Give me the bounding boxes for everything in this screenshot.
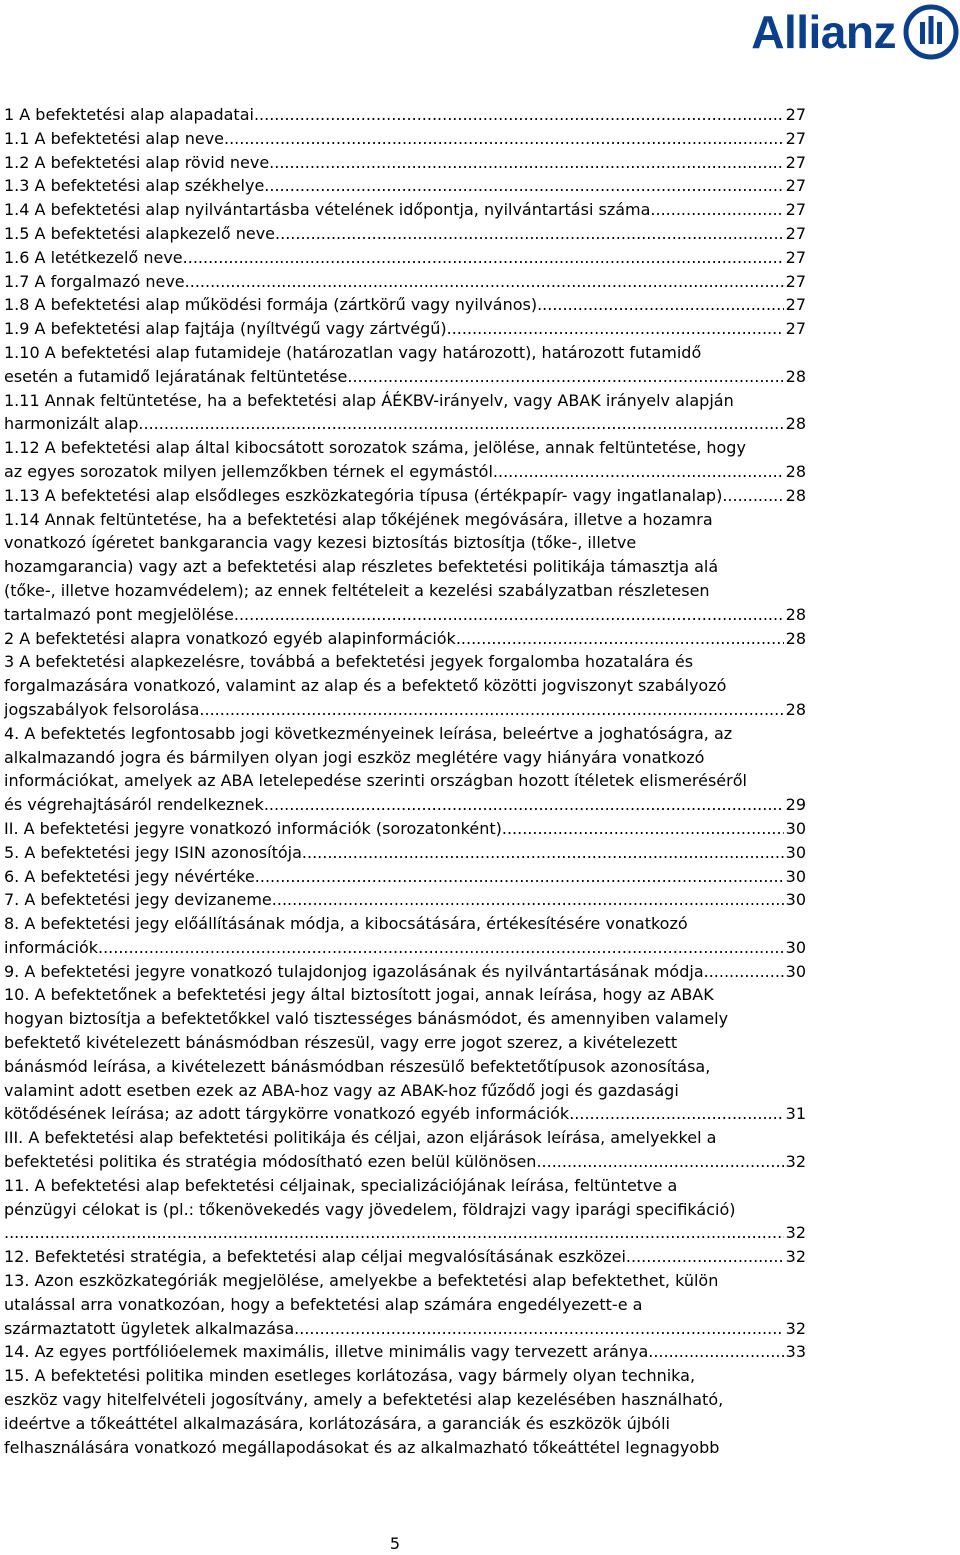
toc-entry-title: az egyes sorozatok milyen jellemzőkben térnek el egymástól <box>4 461 493 481</box>
toc-page-number: 32 <box>785 1247 806 1267</box>
toc-entry-final-line <box>4 1221 806 1245</box>
toc-entry-line: befektető kivételezett bánásmódban részesül, vagy erre jogot szerez, a kivételezett <box>4 1033 678 1053</box>
toc-page-number: 32 <box>785 1152 806 1172</box>
toc-entry[interactable] <box>4 650 806 721</box>
dot-leader <box>4 1221 784 1245</box>
dot-leader <box>722 484 782 508</box>
toc-entry-title: harmonizált alap <box>4 414 139 434</box>
dot-leader <box>704 960 784 984</box>
toc-entry-final-line <box>4 1150 806 1174</box>
dot-leader <box>493 460 784 484</box>
toc-entry-final-line <box>4 888 806 912</box>
toc-page-number: 27 <box>785 319 806 339</box>
dot-leader <box>138 412 783 436</box>
toc-entry-final-line <box>4 1102 806 1126</box>
toc-entry-final-line <box>4 293 806 317</box>
dot-leader <box>185 270 784 294</box>
toc-page-number: 27 <box>785 176 806 196</box>
toc-entry-line: 1.12 A befektetési alap által kibocsátott sorozatok száma, jelölése, annak feltüntetése, hogy <box>4 438 746 458</box>
toc-entry-title: 1.13 A befektetési alap elsődleges eszközkategória típusa (értékpapír- vagy ingatlanalap) <box>4 485 723 505</box>
toc-entry-final-line <box>4 627 806 651</box>
toc-entry-line: pénzügyi célokat is (pl.: tőkenövekedés vagy jövedelem, földrajzi vagy iparági specifikáció) <box>4 1199 736 1219</box>
toc-entry-line: 3 A befektetési alapkezelésre, továbbá a befektetési jegyek forgalomba hozatalára és <box>4 652 694 672</box>
toc-entry-line: vonatkozó ígéretet bankgarancia vagy kezesi biztosítás biztosítja (tőke-, illetve <box>4 533 637 553</box>
dot-leader <box>199 698 783 722</box>
toc-entry-line: 1.11 Annak feltüntetése, ha a befektetési alap ÁÉKBV-irányelv, vagy ABAK irányelv alapján <box>4 390 734 410</box>
toc-entry-line: alkalmazandó jogra és bármilyen olyan jogi eszköz meglétére vagy hiányára vonatkozó <box>4 747 705 767</box>
toc-page-number: 29 <box>785 795 806 815</box>
toc-entry[interactable] <box>4 222 806 246</box>
toc-entry-final-line <box>4 936 806 960</box>
toc-entry-line: 1.10 A befektetési alap futamideje (határozatlan vagy határozott), határozott futamidő <box>4 342 702 362</box>
toc-entry[interactable] <box>4 341 806 389</box>
toc-entry-title: tartalmazó pont megjelölése <box>4 604 234 624</box>
toc-entry-line: 1.14 Annak feltüntetése, ha a befektetési alap tőkéjének megóvására, illetve a hozamra <box>4 509 713 529</box>
toc-page-number: 30 <box>785 818 806 838</box>
dot-leader <box>650 198 783 222</box>
toc-entry[interactable] <box>4 389 806 437</box>
toc-entry-final-line <box>4 603 806 627</box>
dot-leader <box>224 127 784 151</box>
toc-entry-final-line <box>4 1317 806 1341</box>
toc-entry-final-line <box>4 127 806 151</box>
toc-page-number: 28 <box>785 699 806 719</box>
toc-entry[interactable] <box>4 484 806 508</box>
toc-entry[interactable] <box>4 1174 806 1245</box>
toc-page-number: 27 <box>785 223 806 243</box>
toc-entry[interactable] <box>4 151 806 175</box>
toc-entry-title: 5. A befektetési jegy ISIN azonosítója <box>4 842 302 862</box>
toc-entry[interactable] <box>4 627 806 651</box>
toc-entry-title: 2 A befektetési alapra vonatkozó egyéb alapinformációk <box>4 628 456 648</box>
dot-leader <box>294 1317 784 1341</box>
toc-entry-title: származtatott ügyletek alkalmazása <box>4 1318 295 1338</box>
toc-entry[interactable] <box>4 270 806 294</box>
toc-entry-line: hozamgarancia) vagy azt a befektetési alap részletes befektetési politikája támasztja alá <box>4 557 719 577</box>
toc-page-number: 30 <box>785 866 806 886</box>
toc-page-number: 27 <box>785 200 806 220</box>
toc-page-number: 28 <box>785 461 806 481</box>
toc-entry[interactable] <box>4 722 806 817</box>
toc-entry-title: 1.9 A befektetési alap fajtája (nyíltvégű vagy zártvégű) <box>4 319 447 339</box>
toc-page-number: 32 <box>785 1223 806 1243</box>
toc-entry-title: információk <box>4 937 98 957</box>
toc-page-number: 27 <box>785 105 806 124</box>
toc-entry-title: befektetési politika és stratégia módosítható ezen belül különösen <box>4 1152 537 1172</box>
toc-entry-final-line <box>4 960 806 984</box>
toc-entry-final-line <box>4 412 806 436</box>
toc-entry-final-line <box>4 151 806 175</box>
toc-entry-line: III. A befektetési alap befektetési politikája és céljai, azon eljárások leírása, amelyekkel a <box>4 1128 717 1148</box>
toc-entry[interactable] <box>4 317 806 341</box>
toc-entry-line: forgalmazására vonatkozó, valamint az alap és a befektető közötti jogviszonyt szabályozó <box>4 676 727 696</box>
toc-entry-line: utalással arra vonatkozóan, hogy a befektetési alap számára engedélyezett-e a <box>4 1294 643 1314</box>
toc-entry-line: 13. Azon eszközkategóriák megjelölése, amelyekbe a befektetési alap befektethet, külön <box>4 1271 719 1291</box>
toc-entry-final-line <box>4 1340 806 1364</box>
dot-leader <box>234 603 784 627</box>
toc-entry-title: 14. Az egyes portfólióelemek maximális, illetve minimális vagy tervezett aránya <box>4 1342 649 1362</box>
toc-entry[interactable] <box>4 198 806 222</box>
toc-entry-final-line <box>4 174 806 198</box>
dot-leader <box>648 1340 783 1364</box>
dot-leader <box>536 1150 783 1174</box>
toc-page-number: 30 <box>785 842 806 862</box>
dot-leader <box>447 317 784 341</box>
toc-page-number: 28 <box>785 414 806 434</box>
toc-entry-final-line <box>4 793 806 817</box>
toc-entry-final-line <box>4 865 806 889</box>
dot-leader <box>302 841 784 865</box>
dot-leader <box>183 246 784 270</box>
toc-page-number: 31 <box>785 1104 806 1124</box>
toc-entry-line: 15. A befektetési politika minden esetleges korlátozása, vagy bármely olyan technika, <box>4 1366 696 1386</box>
dot-leader <box>502 817 784 841</box>
page-number: 5 <box>389 1534 401 1553</box>
table-of-contents <box>4 103 806 1459</box>
toc-page-number: 27 <box>785 128 806 148</box>
toc-entry-final-line <box>4 817 806 841</box>
toc-entry[interactable] <box>4 817 806 841</box>
toc-entry-line: hogyan biztosítja a befektetőkkel való tisztességes bánásmódot, és amennyiben valamely <box>4 1009 729 1029</box>
toc-page-number: 33 <box>785 1342 806 1362</box>
dot-leader <box>626 1245 784 1269</box>
toc-entry-line: 8. A befektetési jegy előállításának módja, a kibocsátására, értékesítésére vonatkozó <box>4 914 688 934</box>
toc-entry-title: 1 A befektetési alap alapadatai <box>4 105 254 124</box>
toc-page-number: 28 <box>785 366 806 386</box>
toc-entry-title: 9. A befektetési jegyre vonatkozó tulajdonjog igazolásának és nyilvántartásának módja <box>4 961 704 981</box>
toc-entry[interactable] <box>4 1364 806 1459</box>
dot-leader <box>255 865 784 889</box>
toc-page-number: 27 <box>785 295 806 315</box>
toc-page-number: 27 <box>785 271 806 291</box>
toc-entry-title: II. A befektetési jegyre vonatkozó információk (sorozatonként) <box>4 818 502 838</box>
toc-entry-final-line <box>4 317 806 341</box>
dot-leader <box>272 888 784 912</box>
toc-page-number: 28 <box>785 604 806 624</box>
toc-entry-title: 12. Befektetési stratégia, a befektetési alap céljai megvalósításának eszközei <box>4 1247 626 1267</box>
toc-entry[interactable] <box>4 103 806 127</box>
toc-entry-title: 6. A befektetési jegy névértéke <box>4 866 255 886</box>
toc-page-number: 30 <box>785 890 806 910</box>
toc-entry-final-line <box>4 460 806 484</box>
toc-entry[interactable] <box>4 1340 806 1364</box>
toc-entry[interactable] <box>4 865 806 889</box>
toc-entry-title: 1.7 A forgalmazó neve <box>4 271 185 291</box>
toc-entry-line: eszköz vagy hitelfelvételi jogosítvány, amely a befektetési alap kezelésében használható, <box>4 1390 724 1410</box>
toc-entry-title: 1.3 A befektetési alap székhelye <box>4 176 265 196</box>
toc-page-number: 27 <box>785 152 806 172</box>
toc-entry-title: jogszabályok felsorolása <box>4 699 200 719</box>
brand-name: Allianz <box>751 6 896 58</box>
toc-entry-final-line <box>4 365 806 389</box>
toc-entry-final-line <box>4 270 806 294</box>
toc-entry-line: 11. A befektetési alap befektetési céljainak, specializációjának leírása, feltüntetve a <box>4 1175 678 1195</box>
toc-entry-title: 1.8 A befektetési alap működési formája (zártkörű vagy nyilvános) <box>4 295 538 315</box>
toc-entry-title: 1.1 A befektetési alap neve <box>4 128 224 148</box>
toc-entry-line: ideértve a tőkeáttétel alkalmazására, korlátozására, a garanciák és eszközök újbóli <box>4 1413 670 1433</box>
toc-entry-title: kötődésének leírása; az adott tárgykörre vonatkozó egyéb információk <box>4 1104 570 1124</box>
toc-entry-final-line <box>4 841 806 865</box>
toc-entry[interactable] <box>4 293 806 317</box>
toc-entry[interactable] <box>4 436 806 484</box>
toc-entry-final-line <box>4 1245 806 1269</box>
toc-entry-final-line <box>4 198 806 222</box>
allianz-logo <box>735 2 960 62</box>
dot-leader <box>98 936 784 960</box>
toc-entry-title: 1.6 A letétkezelő neve <box>4 247 183 267</box>
toc-entry[interactable] <box>4 888 806 912</box>
toc-entry-final-line <box>4 222 806 246</box>
toc-entry[interactable] <box>4 1126 806 1174</box>
toc-entry-final-line <box>4 698 806 722</box>
toc-entry[interactable] <box>4 1269 806 1340</box>
dot-leader <box>254 103 784 127</box>
dot-leader <box>347 365 783 389</box>
allianz-eagle-icon <box>902 3 960 61</box>
toc-entry[interactable] <box>4 174 806 198</box>
toc-entry-line: 4. A befektetés legfontosabb jogi következményeinek leírása, beleértve a joghatóságra, az <box>4 723 733 743</box>
toc-entry[interactable] <box>4 508 806 627</box>
toc-page-number: 30 <box>785 961 806 981</box>
toc-entry-title: 7. A befektetési jegy devizaneme <box>4 890 272 910</box>
toc-entry-line: (tőke-, illetve hozamvédelem); az ennek feltételeit a kezelési szabályzatban részletesen <box>4 580 710 600</box>
toc-entry-line: valamint adott esetben ezek az ABA-hoz vagy az ABAK-hoz fűződő jogi és gazdasági <box>4 1080 679 1100</box>
dot-leader <box>537 293 784 317</box>
toc-page-number: 30 <box>785 937 806 957</box>
toc-page-number: 32 <box>785 1318 806 1338</box>
toc-entry-line: információkat, amelyek az ABA letelepedése szerinti országban hozott ítéletek elismeréséről <box>4 771 747 791</box>
dot-leader <box>269 151 783 175</box>
dot-leader <box>569 1102 783 1126</box>
toc-entry-line: 10. A befektetőnek a befektetési jegy által biztosított jogai, annak leírása, hogy az ABAK <box>4 985 714 1005</box>
toc-entry-title: 1.2 A befektetési alap rövid neve <box>4 152 270 172</box>
toc-entry-final-line <box>4 103 806 127</box>
toc-entry-title: és végrehajtásáról rendelkeznek <box>4 795 264 815</box>
toc-entry[interactable] <box>4 912 806 960</box>
toc-entry[interactable] <box>4 1245 806 1269</box>
toc-entry[interactable] <box>4 841 806 865</box>
toc-page-number: 28 <box>785 485 806 505</box>
dot-leader <box>264 174 783 198</box>
toc-entry-line: felhasználására vonatkozó megállapodásokat és az alkalmazható tőkeáttétel legnagyobb <box>4 1437 720 1457</box>
toc-entry[interactable] <box>4 983 806 1126</box>
toc-entry[interactable] <box>4 960 806 984</box>
toc-entry-final-line <box>4 484 806 508</box>
toc-page-number: 27 <box>785 247 806 267</box>
toc-entry[interactable] <box>4 246 806 270</box>
dot-leader <box>275 222 784 246</box>
toc-entry-title: 1.4 A befektetési alap nyilvántartásba vételének időpontja, nyilvántartási száma <box>4 200 651 220</box>
dot-leader <box>264 793 784 817</box>
toc-page-number: 28 <box>785 628 806 648</box>
toc-entry-title: esetén a futamidő lejáratának feltüntetése <box>4 366 348 386</box>
toc-entry[interactable] <box>4 127 806 151</box>
toc-entry-title: 1.5 A befektetési alapkezelő neve <box>4 223 276 243</box>
toc-entry-final-line <box>4 246 806 270</box>
dot-leader <box>456 627 784 651</box>
toc-entry-line: bánásmód leírása, a kivételezett bánásmódban részesülő befektetőtípusok azonosítása, <box>4 1056 711 1076</box>
